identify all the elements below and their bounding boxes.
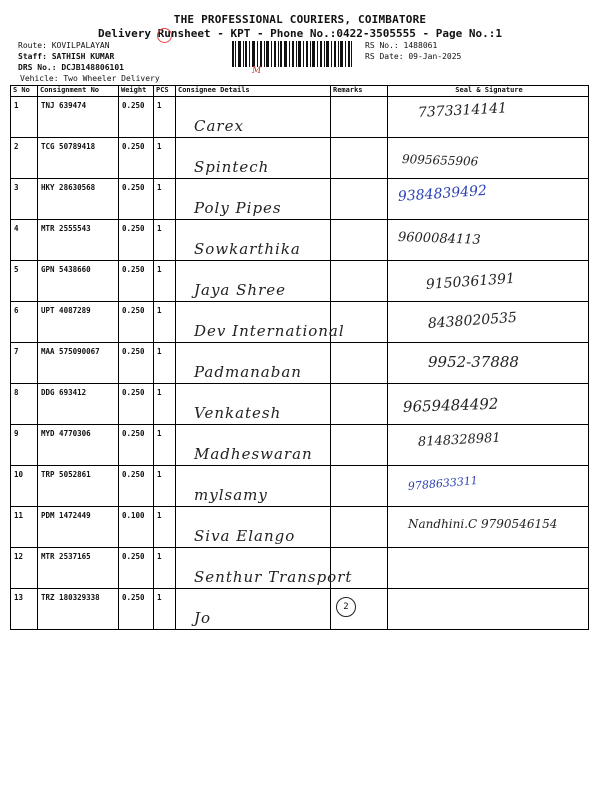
cell-consignee bbox=[176, 384, 331, 425]
cell-weight-text: 0.250 bbox=[122, 470, 145, 479]
cell-sno bbox=[11, 97, 38, 138]
cell-consignee-text: Madheswaran bbox=[194, 445, 313, 463]
drs-value: DCJB148806101 bbox=[61, 63, 124, 72]
company-title: THE PROFESSIONAL COURIERS, COIMBATORE bbox=[173, 13, 427, 26]
cell-consignment-no-text: MAA 575090067 bbox=[41, 347, 100, 356]
cell-pcs bbox=[154, 384, 176, 425]
cell-remarks bbox=[331, 261, 388, 302]
cell-sno bbox=[11, 384, 38, 425]
handwritten-signature: 9095655906 bbox=[401, 152, 479, 169]
cell-pcs-text: 1 bbox=[157, 470, 162, 479]
cell-pcs-text: 1 bbox=[157, 347, 162, 356]
cell-sno bbox=[11, 425, 38, 466]
handwritten-signature: 9659484492 bbox=[402, 394, 499, 416]
table-row bbox=[11, 302, 589, 343]
cell-remarks bbox=[331, 384, 388, 425]
cell-consignment-no bbox=[38, 97, 119, 138]
cell-pcs bbox=[154, 179, 176, 220]
cell-signature bbox=[388, 589, 589, 630]
handwritten-signature: Nandhini.C 9790546154 bbox=[408, 517, 558, 531]
cell-weight-text: 0.250 bbox=[122, 388, 145, 397]
cell-consignment-no bbox=[38, 466, 119, 507]
cell-consignment-no-text: TRZ 180329338 bbox=[41, 593, 100, 602]
table-row bbox=[11, 384, 589, 425]
cell-weight bbox=[119, 507, 154, 548]
cell-consignment-no bbox=[38, 507, 119, 548]
rs-no-value: 1488061 bbox=[403, 41, 438, 50]
meta-left bbox=[18, 40, 160, 84]
cell-weight bbox=[119, 261, 154, 302]
col-header-remarks: Remarks bbox=[331, 86, 388, 97]
cell-consignee bbox=[176, 466, 331, 507]
cell-sno bbox=[11, 343, 38, 384]
cell-consignment-no bbox=[38, 179, 119, 220]
cell-consignee-text: Carex bbox=[194, 117, 244, 135]
cell-sno-text: 9 bbox=[14, 429, 19, 438]
remarks-circled-note: 2 bbox=[336, 597, 356, 617]
route-value: KOVILPALAYAN bbox=[51, 41, 110, 50]
drs-line: DRS No.: DCJB148806101 bbox=[18, 63, 124, 72]
cell-pcs bbox=[154, 97, 176, 138]
table-header-row bbox=[11, 86, 589, 97]
cell-consignee-text: Spintech bbox=[194, 158, 270, 176]
cell-consignment-no-text: UPT 4087289 bbox=[41, 306, 91, 315]
cell-consignee-text: Siva Elango bbox=[194, 527, 296, 545]
cell-consignment-no-text: MTR 2537165 bbox=[41, 552, 91, 561]
handwritten-signature: 9788633311 bbox=[407, 473, 479, 493]
cell-consignment-no bbox=[38, 302, 119, 343]
cell-pcs-text: 1 bbox=[157, 101, 162, 110]
runsheet-table bbox=[10, 85, 589, 630]
cell-sno bbox=[11, 220, 38, 261]
cell-sno-text: 12 bbox=[14, 552, 24, 561]
col-header-signature: Seal & Signature bbox=[388, 86, 589, 97]
cell-sno bbox=[11, 466, 38, 507]
col-header-consignment: Consignment No bbox=[38, 86, 119, 97]
cell-consignment-no-text: MYD 4770306 bbox=[41, 429, 91, 438]
cell-remarks bbox=[331, 343, 388, 384]
cell-consignment-no-text: PDM 1472449 bbox=[41, 511, 91, 520]
cell-consignment-no bbox=[38, 343, 119, 384]
cell-consignment-no-text: TRP 5052861 bbox=[41, 470, 91, 479]
cell-consignee-text: Jaya Shree bbox=[194, 281, 287, 299]
cell-sno-text: 7 bbox=[14, 347, 19, 356]
cell-weight-text: 0.250 bbox=[122, 593, 145, 602]
cell-sno bbox=[11, 548, 38, 589]
cell-signature bbox=[388, 507, 589, 548]
cell-pcs-text: 1 bbox=[157, 142, 162, 151]
runsheet-subtitle: Delivery Runsheet - KPT - Phone No.:0422-3505555 - Page No.:1 bbox=[98, 27, 502, 40]
rs-date-line: RS Date: 09-Jan-2025 bbox=[365, 52, 462, 61]
cell-weight bbox=[119, 589, 154, 630]
cell-signature bbox=[388, 466, 589, 507]
cell-consignee bbox=[176, 179, 331, 220]
cell-consignee bbox=[176, 343, 331, 384]
handwritten-signature: 8438020535 bbox=[427, 309, 518, 332]
cell-weight-text: 0.250 bbox=[122, 306, 145, 315]
cell-signature bbox=[388, 179, 589, 220]
cell-pcs bbox=[154, 261, 176, 302]
staff-line: Staff: SATHISH KUMAR bbox=[18, 52, 115, 61]
cell-consignee-text: Senthur Transport bbox=[194, 568, 353, 586]
handwritten-mark: M bbox=[252, 66, 262, 76]
rs-date-value: 09-Jan-2025 bbox=[408, 52, 462, 61]
barcode-image bbox=[232, 41, 352, 67]
cell-pcs bbox=[154, 548, 176, 589]
cell-remarks bbox=[331, 589, 388, 630]
cell-consignee bbox=[176, 138, 331, 179]
cell-consignee bbox=[176, 548, 353, 589]
table-row bbox=[11, 261, 589, 302]
cell-weight bbox=[119, 179, 154, 220]
cell-pcs-text: 1 bbox=[157, 388, 162, 397]
cell-consignment-no bbox=[38, 138, 119, 179]
cell-weight-text: 0.250 bbox=[122, 101, 145, 110]
cell-consignment-no-text: TNJ 639474 bbox=[41, 101, 87, 110]
cell-sno bbox=[11, 589, 38, 630]
cell-remarks bbox=[331, 425, 388, 466]
cell-consignee-text: Jo bbox=[194, 609, 212, 627]
cell-sno-text: 8 bbox=[14, 388, 19, 397]
cell-weight bbox=[119, 384, 154, 425]
cell-consignment-no-text: DDG 693412 bbox=[41, 388, 87, 397]
cell-pcs bbox=[154, 466, 176, 507]
cell-weight bbox=[119, 466, 154, 507]
cell-pcs-text: 1 bbox=[157, 511, 162, 520]
cell-consignee bbox=[176, 97, 331, 138]
cell-pcs bbox=[154, 220, 176, 261]
handwritten-signature: 9600084113 bbox=[397, 230, 481, 248]
cell-pcs-text: 1 bbox=[157, 306, 162, 315]
cell-consignee bbox=[176, 220, 331, 261]
route-line: Route: KOVILPALAYAN bbox=[18, 41, 110, 50]
cell-pcs bbox=[154, 138, 176, 179]
cell-consignee bbox=[176, 507, 331, 548]
handwritten-signature bbox=[432, 589, 487, 591]
cell-consignment-no-text: GPN 5438660 bbox=[41, 265, 91, 274]
cell-pcs bbox=[154, 302, 176, 343]
cell-consignment-no bbox=[38, 589, 119, 630]
cell-pcs bbox=[154, 343, 176, 384]
cell-consignment-no bbox=[38, 548, 119, 589]
cell-consignee-text: Poly Pipes bbox=[194, 199, 282, 217]
cell-consignment-no-text: HKY 28630568 bbox=[41, 183, 96, 192]
cell-pcs-text: 1 bbox=[157, 224, 162, 233]
cell-pcs bbox=[154, 507, 176, 548]
cell-consignment-no-text: MTR 2555543 bbox=[41, 224, 91, 233]
table-row bbox=[11, 97, 589, 138]
cell-weight-text: 0.250 bbox=[122, 552, 145, 561]
col-header-weight: Weight bbox=[119, 86, 154, 97]
cell-sno-text: 2 bbox=[14, 142, 19, 151]
cell-consignee bbox=[176, 302, 345, 343]
table-row bbox=[11, 138, 589, 179]
cell-weight bbox=[119, 425, 154, 466]
cell-remarks bbox=[331, 466, 388, 507]
cell-pcs-text: 1 bbox=[157, 265, 162, 274]
cell-signature bbox=[388, 384, 589, 425]
rs-no-line: RS No.: 1488061 bbox=[365, 41, 438, 50]
cell-pcs bbox=[154, 589, 176, 630]
cell-weight bbox=[119, 302, 154, 343]
cell-consignee-text: Dev International bbox=[194, 322, 345, 340]
cell-consignee-text: Padmanaban bbox=[194, 363, 302, 381]
cell-weight-text: 0.250 bbox=[122, 265, 145, 274]
vehicle-line: Vehicle: Two Wheeler Delivery bbox=[20, 74, 160, 83]
table-row bbox=[11, 179, 589, 220]
table-row bbox=[11, 507, 589, 548]
cell-pcs bbox=[154, 425, 176, 466]
cell-signature bbox=[388, 261, 589, 302]
cell-weight bbox=[119, 548, 154, 589]
cell-signature bbox=[388, 138, 589, 179]
cell-sno bbox=[11, 179, 38, 220]
cell-weight-text: 0.250 bbox=[122, 429, 145, 438]
cell-sno-text: 1 bbox=[14, 101, 19, 110]
cell-weight bbox=[119, 220, 154, 261]
cell-weight-text: 0.250 bbox=[122, 224, 145, 233]
cell-signature bbox=[388, 302, 589, 343]
cell-signature bbox=[388, 97, 589, 138]
cell-consignee-text: Venkatesh bbox=[194, 404, 282, 422]
cell-consignment-no bbox=[38, 425, 119, 466]
cell-signature bbox=[388, 425, 589, 466]
cell-remarks bbox=[331, 507, 388, 548]
cell-signature bbox=[388, 220, 589, 261]
meta-right bbox=[365, 40, 461, 62]
cell-weight-text: 0.250 bbox=[122, 183, 145, 192]
col-header-consignee: Consignee Details bbox=[176, 86, 331, 97]
cell-consignment-no bbox=[38, 261, 119, 302]
cell-sno-text: 5 bbox=[14, 265, 19, 274]
cell-weight-text: 0.250 bbox=[122, 142, 145, 151]
cell-remarks bbox=[331, 138, 388, 179]
cell-pcs-text: 1 bbox=[157, 429, 162, 438]
cell-consignee-text: mylsamy bbox=[194, 486, 268, 504]
col-header-sno: S No bbox=[11, 86, 38, 97]
vehicle-value: Two Wheeler Delivery bbox=[63, 74, 160, 83]
cell-remarks bbox=[331, 220, 388, 261]
cell-sno bbox=[11, 302, 38, 343]
cell-pcs-text: 1 bbox=[157, 552, 162, 561]
cell-pcs-text: 1 bbox=[157, 183, 162, 192]
cell-sno-text: 3 bbox=[14, 183, 19, 192]
cell-sno-text: 6 bbox=[14, 306, 19, 315]
handwritten-signature: 9384839492 bbox=[397, 182, 488, 205]
table-row bbox=[11, 466, 589, 507]
cell-signature bbox=[388, 343, 589, 384]
handwritten-signature: 9150361391 bbox=[425, 270, 516, 293]
cell-remarks bbox=[331, 179, 388, 220]
cell-pcs-text: 1 bbox=[157, 593, 162, 602]
cell-consignee-text: Sowkarthika bbox=[194, 240, 301, 258]
cell-consignee bbox=[176, 589, 331, 630]
cell-sno-text: 4 bbox=[14, 224, 19, 233]
cell-remarks bbox=[331, 97, 388, 138]
table-row bbox=[11, 343, 589, 384]
cell-consignment-no-text: TCG 50789418 bbox=[41, 142, 96, 151]
handwritten-signature: 9952-37888 bbox=[428, 353, 519, 371]
cell-sno-text: 10 bbox=[14, 470, 24, 479]
table-row bbox=[11, 425, 589, 466]
cell-weight bbox=[119, 97, 154, 138]
cell-sno-text: 11 bbox=[14, 511, 24, 520]
cell-weight-text: 0.100 bbox=[122, 511, 145, 520]
cell-sno bbox=[11, 507, 38, 548]
cell-consignment-no bbox=[38, 384, 119, 425]
table-row bbox=[11, 589, 589, 630]
table-row bbox=[11, 548, 589, 589]
cell-consignment-no bbox=[38, 220, 119, 261]
cell-consignee bbox=[176, 425, 331, 466]
col-header-pcs: PCS bbox=[154, 86, 176, 97]
cell-consignee bbox=[176, 261, 331, 302]
cell-signature bbox=[388, 548, 589, 589]
handwritten-signature: 8148328981 bbox=[417, 430, 501, 450]
cell-sno bbox=[11, 138, 38, 179]
staff-value: SATHISH KUMAR bbox=[51, 52, 115, 61]
handwritten-signature: 7373314141 bbox=[417, 100, 508, 121]
cell-sno bbox=[11, 261, 38, 302]
table-row bbox=[11, 220, 589, 261]
cell-weight bbox=[119, 343, 154, 384]
cell-weight bbox=[119, 138, 154, 179]
cell-sno-text: 13 bbox=[14, 593, 24, 602]
cell-weight-text: 0.250 bbox=[122, 347, 145, 356]
